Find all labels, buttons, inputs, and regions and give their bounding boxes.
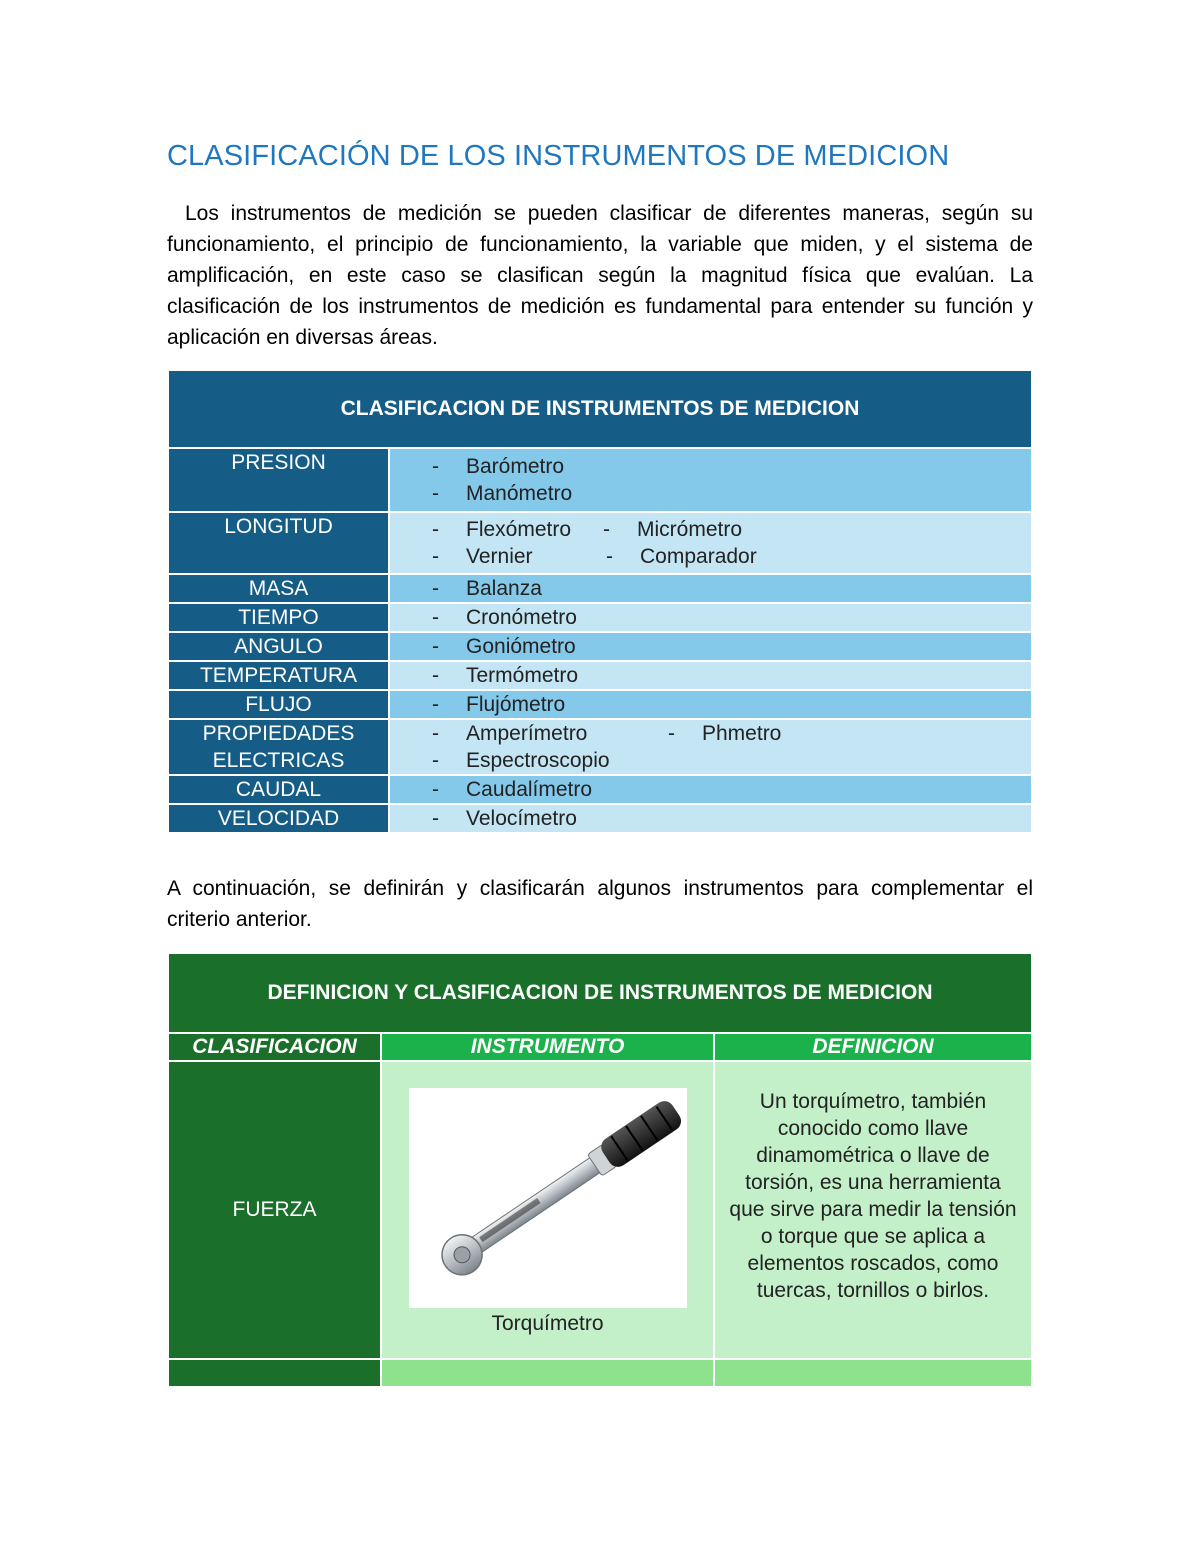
instruments-longitud: - Flexómetro - Micrómetro - Vernier - Comparador	[389, 512, 1032, 574]
instruments-tiempo: - Cronómetro	[389, 603, 1032, 632]
intro-text: Los instrumentos de medición se pueden clasificar de diferentes maneras, según su funcionamiento, el principio de funcionamiento, la variable que miden, y el sistema de amplificación, en este caso se clasifican según la magnitud física que evalúan. La clasificación de los instrumentos de medición es fundamental para entender su función y aplicación en diversas áreas.	[167, 202, 1033, 349]
torque-wrench-image	[409, 1088, 687, 1308]
classification-table-header: CLASIFICACION DE INSTRUMENTOS DE MEDICION	[168, 370, 1032, 448]
category-propiedades-electricas: PROPIEDADES ELECTRICAS	[168, 719, 389, 775]
category-caudal: CAUDAL	[168, 775, 389, 804]
category-longitud: LONGITUD	[168, 512, 389, 574]
definition-table-header: DEFINICION Y CLASIFICACION DE INSTRUMENTOS DE MEDICION	[168, 953, 1032, 1033]
category-velocidad: VELOCIDAD	[168, 804, 389, 833]
category-tiempo: TIEMPO	[168, 603, 389, 632]
column-clasificacion: CLASIFICACION	[168, 1033, 381, 1061]
column-definicion: DEFINICION	[714, 1033, 1032, 1061]
category-masa: MASA	[168, 574, 389, 603]
torque-wrench-icon	[409, 1088, 687, 1308]
page-title: CLASIFICACIÓN DE LOS INSTRUMENTOS DE MEDICION	[167, 140, 950, 172]
empty-cell	[381, 1359, 714, 1387]
category-angulo: ANGULO	[168, 632, 389, 661]
instruments-caudal: - Caudalímetro	[389, 775, 1032, 804]
transition-paragraph: A continuación, se definirán y clasificarán algunos instrumentos para complementar el criterio anterior.	[167, 877, 1033, 931]
classification-table	[167, 369, 1033, 834]
intro-paragraph	[167, 198, 1033, 353]
instruments-velocidad: - Velocímetro	[389, 804, 1032, 833]
instruments-flujo: - Flujómetro	[389, 690, 1032, 719]
empty-cell	[168, 1359, 381, 1387]
definition-text: Un torquímetro, también conocido como llave dinamométrica o llave de torsión, es una herramienta que sirve para medir la tensión o torque que se aplica a elementos roscados, como tuercas, tornillos o birlos.	[714, 1061, 1032, 1359]
instrument-cell	[381, 1061, 714, 1359]
category-flujo: FLUJO	[168, 690, 389, 719]
definition-table	[167, 952, 1033, 1388]
instruments-masa: - Balanza	[389, 574, 1032, 603]
category-temperatura: TEMPERATURA	[168, 661, 389, 690]
category-fuerza: FUERZA	[168, 1061, 381, 1359]
empty-cell	[714, 1359, 1032, 1387]
instruments-presion: - Barómetro - Manómetro	[389, 448, 1032, 512]
column-instrumento: INSTRUMENTO	[381, 1033, 714, 1061]
instruments-propiedades-electricas: - Amperímetro - Phmetro - Espectroscopio	[389, 719, 1032, 775]
instruments-angulo: - Goniómetro	[389, 632, 1032, 661]
instruments-temperatura: - Termómetro	[389, 661, 1032, 690]
category-presion: PRESION	[168, 448, 389, 512]
instrument-caption: Torquímetro	[491, 1312, 604, 1335]
